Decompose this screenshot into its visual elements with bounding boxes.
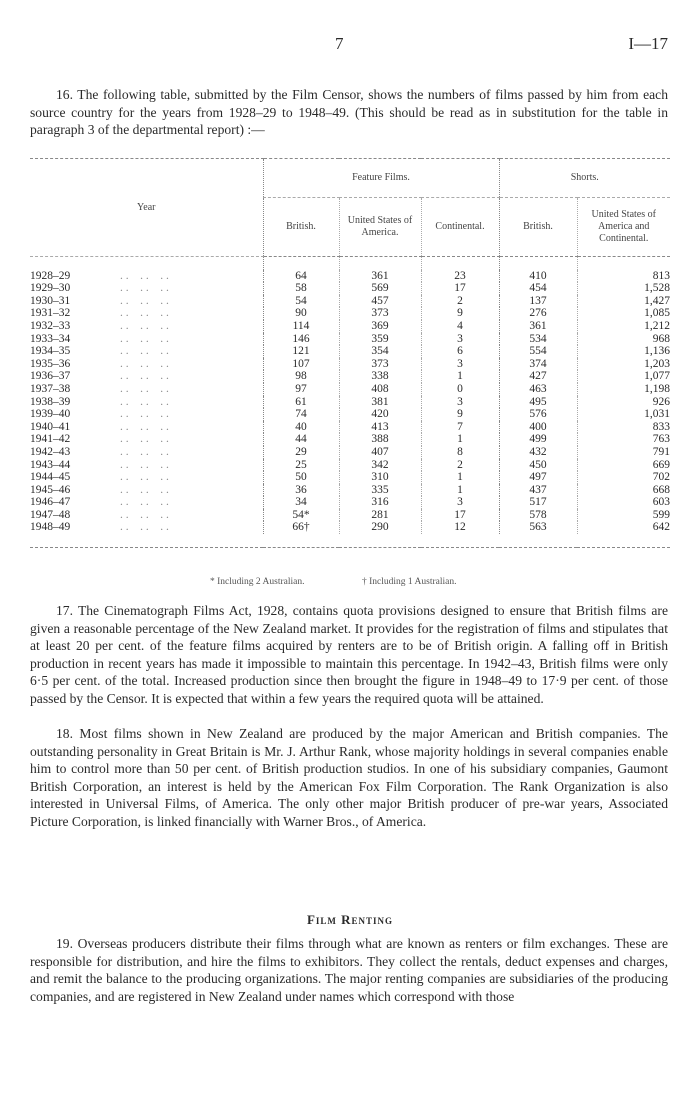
year-label: 1941–42: [30, 433, 71, 446]
feature-usa-header: United States of America.: [339, 198, 421, 257]
year-cell: [30, 358, 263, 371]
feature-british-cell: 74: [263, 408, 339, 421]
year-cell: [30, 446, 263, 459]
year-cell: [30, 484, 263, 497]
table-row: [30, 433, 670, 446]
shorts-british-cell: 497: [499, 471, 577, 484]
shorts-usa-continental-cell: 833: [577, 421, 670, 434]
shorts-group-header: Shorts.: [499, 159, 670, 198]
shorts-usa-continental-cell: 926: [577, 396, 670, 409]
feature-british-cell: 121: [263, 345, 339, 358]
feature-continental-cell: 17: [421, 282, 499, 295]
feature-usa-cell: 413: [339, 421, 421, 434]
table-row: [30, 282, 670, 295]
feature-usa-cell: 316: [339, 496, 421, 509]
feature-continental-cell: 3: [421, 333, 499, 346]
shorts-british-cell: 576: [499, 408, 577, 421]
year-label: 1947–48: [30, 508, 71, 521]
feature-british-cell: 40: [263, 421, 339, 434]
leader-dots: . . . . . .: [120, 483, 169, 496]
feature-british-cell: 54*: [263, 509, 339, 522]
year-label: 1929–30: [30, 282, 71, 295]
year-label: 1930–31: [30, 294, 71, 307]
year-label: 1948–49: [30, 521, 71, 534]
year-label: 1933–34: [30, 332, 71, 345]
year-cell: [30, 396, 263, 409]
table-group-header-row: [30, 159, 670, 198]
leader-dots: . . . . . .: [120, 357, 169, 370]
shorts-british-cell: 361: [499, 320, 577, 333]
year-column-header: Year: [30, 159, 263, 257]
leader-dots: . . . . . .: [120, 420, 169, 433]
shorts-usa-continental-header: United States of America and Continental.: [577, 198, 670, 257]
feature-films-group-header: Feature Films.: [263, 159, 499, 198]
feature-british-cell: 64: [263, 270, 339, 283]
paragraph-16: 16. The following table, submitted by the Film Censor, shows the numbers of films passed by him from each source country for the years from 1928–29 to 1948–49. (This should be read as in substitution for the table in paragraph 3 of the departmental report) :—: [30, 87, 668, 137]
shorts-british-cell: 499: [499, 433, 577, 446]
feature-continental-cell: 2: [421, 459, 499, 472]
feature-british-cell: 114: [263, 320, 339, 333]
feature-british-cell: 98: [263, 370, 339, 383]
table-row: [30, 270, 670, 283]
table-row: [30, 295, 670, 308]
feature-continental-header: Continental.: [421, 198, 499, 257]
shorts-usa-continental-cell: 1,136: [577, 345, 670, 358]
feature-continental-cell: 8: [421, 446, 499, 459]
shorts-british-cell: 410: [499, 270, 577, 283]
table-row: [30, 307, 670, 320]
shorts-usa-continental-cell: 968: [577, 333, 670, 346]
table-row: [30, 408, 670, 421]
feature-usa-cell: 281: [339, 509, 421, 522]
feature-continental-cell: 9: [421, 307, 499, 320]
shorts-usa-continental-cell: 1,077: [577, 370, 670, 383]
feature-usa-cell: 457: [339, 295, 421, 308]
table-row: [30, 484, 670, 497]
feature-british-cell: 61: [263, 396, 339, 409]
table-row: [30, 446, 670, 459]
shorts-british-cell: 374: [499, 358, 577, 371]
shorts-british-header: British.: [499, 198, 577, 257]
year-label: 1938–39: [30, 395, 71, 408]
feature-usa-cell: 420: [339, 408, 421, 421]
shorts-british-cell: 578: [499, 509, 577, 522]
year-label: 1936–37: [30, 370, 71, 383]
table-row: [30, 496, 670, 509]
leader-dots: . . . . . .: [120, 370, 169, 383]
paragraph-18: 18. Most films shown in New Zealand are produced by the major American and British companies. The outstanding personality in Great Britain is Mr. J. Arthur Rank, whose majority holdings in several companies enable him to control more than 50 per cent. of British production studios. In one of his subsidiary companies, Gaumont British Corporation, an interest is held by the American Fox Film Corporation. The Rank Organization is also interested in Universal Films, of America. The only other major British producer of pre-war years, Associated Picture Corporation, is linked financially with Warner Bros., of America.: [30, 726, 668, 829]
year-label: 1928–29: [30, 269, 71, 282]
leader-dots: . . . . . .: [120, 496, 169, 509]
table-body: [30, 257, 670, 548]
document-reference: I—17: [628, 34, 668, 53]
table-row: [30, 383, 670, 396]
feature-continental-cell: 3: [421, 358, 499, 371]
feature-continental-cell: 4: [421, 320, 499, 333]
shorts-usa-continental-cell: 1,085: [577, 307, 670, 320]
year-label: 1946–47: [30, 496, 71, 509]
feature-british-cell: 54: [263, 295, 339, 308]
table-row: [30, 333, 670, 346]
year-label: 1939–40: [30, 408, 71, 421]
feature-usa-cell: 310: [339, 471, 421, 484]
feature-british-cell: 36: [263, 484, 339, 497]
feature-british-cell: 50: [263, 471, 339, 484]
shorts-usa-continental-cell: 1,427: [577, 295, 670, 308]
shorts-usa-continental-cell: 1,212: [577, 320, 670, 333]
feature-usa-cell: 381: [339, 396, 421, 409]
year-cell: [30, 295, 263, 308]
feature-continental-cell: 3: [421, 396, 499, 409]
year-cell: [30, 509, 263, 522]
feature-british-cell: 25: [263, 459, 339, 472]
feature-british-cell: 146: [263, 333, 339, 346]
feature-continental-cell: 17: [421, 509, 499, 522]
shorts-usa-continental-cell: 1,031: [577, 408, 670, 421]
feature-usa-cell: 290: [339, 521, 421, 534]
feature-british-cell: 66†: [263, 521, 339, 534]
leader-dots: . . . . . .: [120, 345, 169, 358]
footnote-asterisk: * Including 2 Australian.: [210, 577, 305, 587]
year-cell: [30, 270, 263, 283]
shorts-usa-continental-cell: 702: [577, 471, 670, 484]
leader-dots: . . . . . .: [120, 395, 169, 408]
shorts-british-cell: 563: [499, 521, 577, 534]
feature-british-cell: 90: [263, 307, 339, 320]
section-heading-film-renting: Film Renting: [306, 912, 394, 927]
table-row: [30, 521, 670, 534]
leader-dots: . . . . . .: [120, 294, 169, 307]
table-row: [30, 345, 670, 358]
table-row: [30, 471, 670, 484]
year-label: 1942–43: [30, 445, 71, 458]
feature-usa-cell: 338: [339, 370, 421, 383]
table-row: [30, 370, 670, 383]
shorts-usa-continental-cell: 603: [577, 496, 670, 509]
feature-usa-cell: 388: [339, 433, 421, 446]
feature-continental-cell: 23: [421, 270, 499, 283]
shorts-british-cell: 495: [499, 396, 577, 409]
table-bottom-rule: [30, 534, 670, 547]
shorts-british-cell: 427: [499, 370, 577, 383]
year-cell: [30, 307, 263, 320]
year-cell: [30, 496, 263, 509]
year-label: 1937–38: [30, 382, 71, 395]
leader-dots: . . . . . .: [120, 382, 169, 395]
shorts-british-cell: 137: [499, 295, 577, 308]
year-cell: [30, 333, 263, 346]
leader-dots: . . . . . .: [120, 521, 169, 534]
year-cell: [30, 282, 263, 295]
shorts-usa-continental-cell: 668: [577, 484, 670, 497]
leader-dots: . . . . . .: [120, 508, 169, 521]
year-cell: [30, 433, 263, 446]
leader-dots: . . . . . .: [120, 307, 169, 320]
year-cell: [30, 521, 263, 534]
year-cell: [30, 345, 263, 358]
table-row: [30, 509, 670, 522]
feature-usa-cell: 373: [339, 307, 421, 320]
feature-usa-cell: 359: [339, 333, 421, 346]
paragraph-17: 17. The Cinematograph Films Act, 1928, contains quota provisions designed to ensure that British films are given a reasonable percentage of the New Zealand market. It provides for the registration of films and stipulates that at least 20 per cent. of the feature films acquired by renters are to be of British origin. A falling off in British production in recent years has made it impossible to maintain this percentage. In 1942–43, British films were only 6·5 per cent. of the total. Increased production since then brought the figure in 1948–49 to 17·9 per cent. of those passed by the Censor. It is expected that within a few years the required quota will be attained.: [30, 603, 668, 706]
year-label: 1945–46: [30, 483, 71, 496]
year-label: 1932–33: [30, 319, 71, 332]
shorts-usa-continental-cell: 813: [577, 270, 670, 283]
year-cell: [30, 459, 263, 472]
shorts-usa-continental-cell: 599: [577, 509, 670, 522]
year-label: 1943–44: [30, 458, 71, 471]
feature-continental-cell: 12: [421, 521, 499, 534]
feature-continental-cell: 1: [421, 484, 499, 497]
year-cell: [30, 408, 263, 421]
feature-british-cell: 97: [263, 383, 339, 396]
shorts-usa-continental-cell: 791: [577, 446, 670, 459]
table-row: [30, 459, 670, 472]
leader-dots: . . . . . .: [120, 282, 169, 295]
shorts-british-cell: 554: [499, 345, 577, 358]
feature-usa-cell: 407: [339, 446, 421, 459]
year-cell: [30, 383, 263, 396]
shorts-usa-continental-cell: 1,203: [577, 358, 670, 371]
year-label: 1931–32: [30, 307, 71, 320]
year-label: 1935–36: [30, 357, 71, 370]
footnote-dagger: † Including 1 Australian.: [362, 577, 457, 587]
feature-usa-cell: 335: [339, 484, 421, 497]
page-number: 7: [335, 34, 344, 53]
feature-usa-cell: 408: [339, 383, 421, 396]
feature-usa-cell: 369: [339, 320, 421, 333]
shorts-british-cell: 463: [499, 383, 577, 396]
feature-continental-cell: 1: [421, 370, 499, 383]
table-row: [30, 320, 670, 333]
films-passed-table: [30, 158, 670, 548]
leader-dots: . . . . . .: [120, 408, 169, 421]
feature-continental-cell: 6: [421, 345, 499, 358]
feature-british-cell: 34: [263, 496, 339, 509]
table-row: [30, 396, 670, 409]
year-label: 1944–45: [30, 471, 71, 484]
leader-dots: . . . . . .: [120, 332, 169, 345]
shorts-usa-continental-cell: 1,528: [577, 282, 670, 295]
leader-dots: . . . . . .: [120, 319, 169, 332]
feature-british-cell: 58: [263, 282, 339, 295]
leader-dots: . . . . . .: [120, 445, 169, 458]
year-cell: [30, 421, 263, 434]
shorts-usa-continental-cell: 1,198: [577, 383, 670, 396]
paragraph-19: 19. Overseas producers distribute their films through what are known as renters or film exchanges. These are responsible for distribution, and hire the films to exhibitors. They collect the rentals, deduct expenses and charges, and remit the balance to the producing organizations. The major renting companies are subsidiaries of the producing companies, and are registered in New Zealand under names which correspond with those: [30, 936, 668, 1004]
shorts-british-cell: 276: [499, 307, 577, 320]
shorts-british-cell: 517: [499, 496, 577, 509]
feature-usa-cell: 569: [339, 282, 421, 295]
year-cell: [30, 471, 263, 484]
table-row: [30, 358, 670, 371]
shorts-british-cell: 454: [499, 282, 577, 295]
feature-usa-cell: 342: [339, 459, 421, 472]
leader-dots: . . . . . .: [120, 433, 169, 446]
feature-british-cell: 107: [263, 358, 339, 371]
year-cell: [30, 370, 263, 383]
feature-continental-cell: 7: [421, 421, 499, 434]
shorts-british-cell: 432: [499, 446, 577, 459]
shorts-british-cell: 534: [499, 333, 577, 346]
feature-usa-cell: 354: [339, 345, 421, 358]
leader-dots: . . . . . .: [120, 458, 169, 471]
feature-continental-cell: 1: [421, 471, 499, 484]
feature-continental-cell: 9: [421, 408, 499, 421]
feature-british-cell: 29: [263, 446, 339, 459]
leader-dots: . . . . . .: [120, 269, 169, 282]
feature-british-header: British.: [263, 198, 339, 257]
feature-continental-cell: 3: [421, 496, 499, 509]
shorts-british-cell: 450: [499, 459, 577, 472]
page-header: [0, 34, 700, 56]
feature-british-cell: 44: [263, 433, 339, 446]
year-label: 1934–35: [30, 345, 71, 358]
year-label: 1940–41: [30, 420, 71, 433]
year-cell: [30, 320, 263, 333]
feature-usa-cell: 361: [339, 270, 421, 283]
feature-continental-cell: 1: [421, 433, 499, 446]
table-row: [30, 421, 670, 434]
shorts-usa-continental-cell: 669: [577, 459, 670, 472]
leader-dots: . . . . . .: [120, 471, 169, 484]
feature-continental-cell: 2: [421, 295, 499, 308]
shorts-usa-continental-cell: 642: [577, 521, 670, 534]
shorts-british-cell: 400: [499, 421, 577, 434]
shorts-usa-continental-cell: 763: [577, 433, 670, 446]
feature-continental-cell: 0: [421, 383, 499, 396]
feature-usa-cell: 373: [339, 358, 421, 371]
shorts-british-cell: 437: [499, 484, 577, 497]
